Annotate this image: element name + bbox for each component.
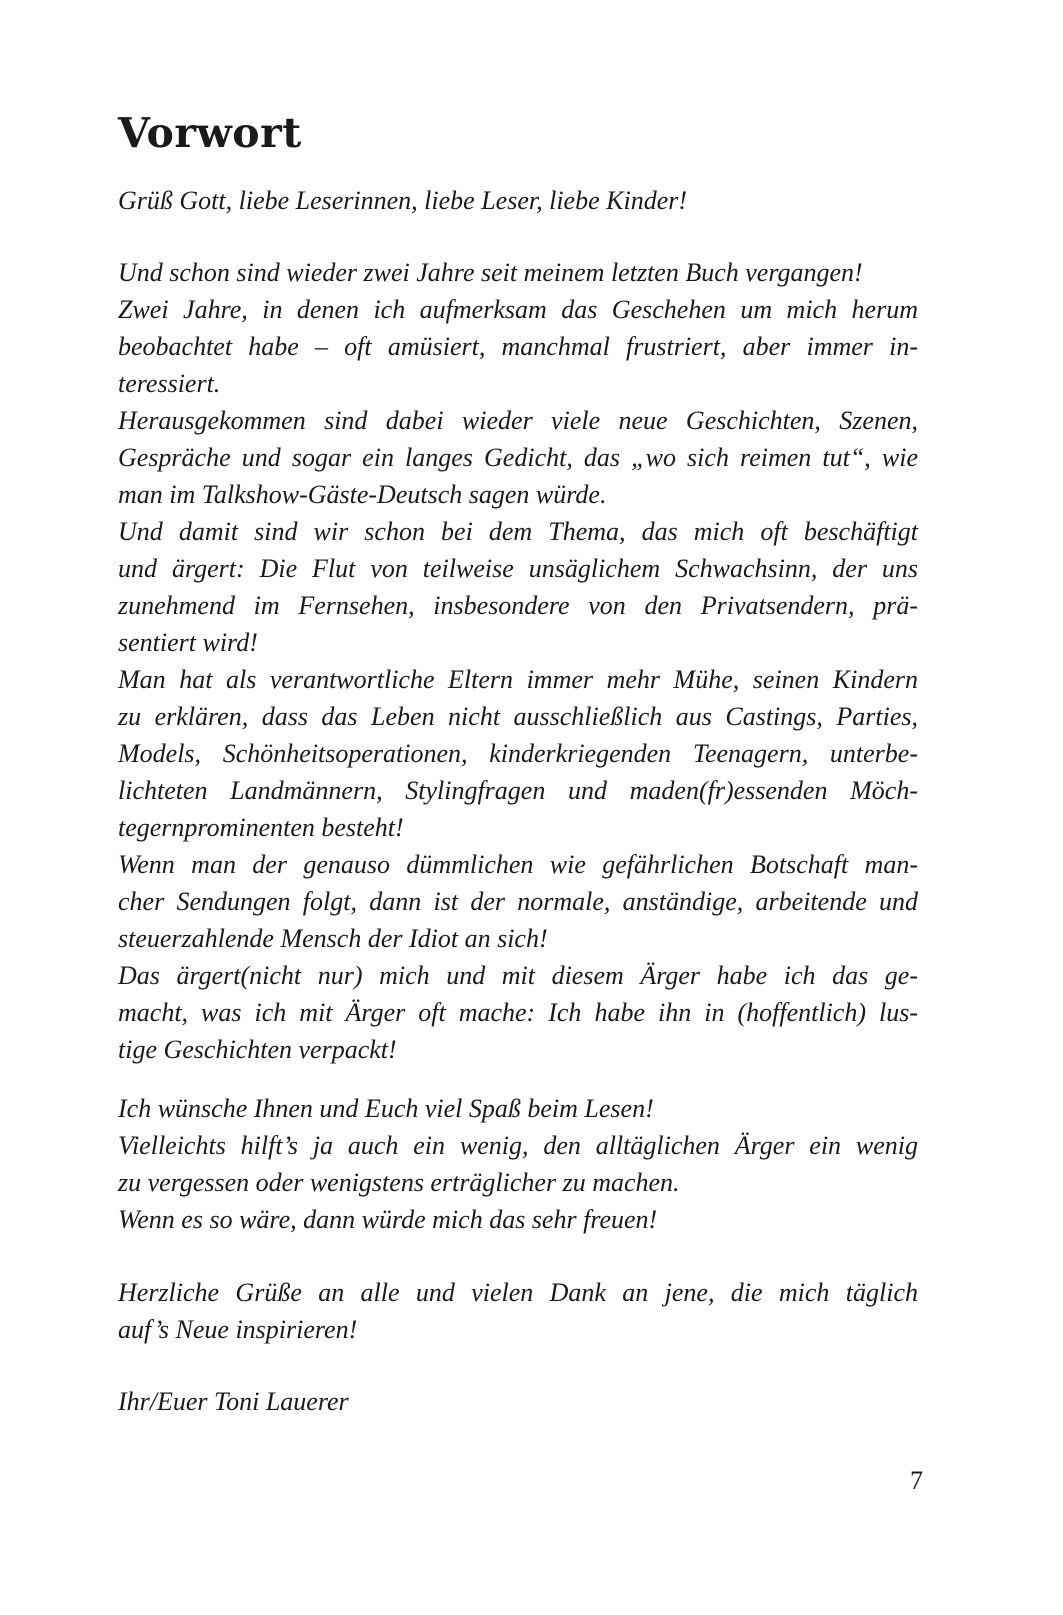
text-line: Herausgekommen sind dabei wieder viele neue Geschichten, Szenen,	[118, 406, 918, 435]
page-title: Vorwort	[118, 109, 302, 157]
text-line: macht, was ich mit Ärger oft mache: Ich habe ihn in (hoffentlich) lus-	[118, 998, 918, 1027]
text-line: Vielleichts hilft’s ja auch ein wenig, den alltäglichen Ärger ein wenig	[118, 1131, 918, 1160]
text-line: sentiert wird!	[118, 628, 258, 657]
text-line: Man hat als verantwortliche Eltern immer mehr Mühe, seinen Kindern	[118, 665, 918, 694]
text-line: tige Geschichten verpackt!	[118, 1035, 397, 1064]
text-line: beobachtet habe – oft amüsiert, manchmal frustriert, aber immer in-	[118, 332, 918, 361]
text-line: Wenn man der genauso dümmlichen wie gefährlichen Botschaft man-	[118, 850, 918, 879]
text-line: Models, Schönheitsoperationen, kinderkriegenden Teenagern, unterbe-	[118, 739, 918, 768]
text-line: cher Sendungen folgt, dann ist der normale, anständige, arbeitende und	[118, 887, 918, 916]
text-line: Gespräche und sogar ein langes Gedicht, das „wo sich reimen tut“, wie	[118, 443, 918, 472]
page-number: 7	[910, 1466, 923, 1495]
text-line: lichteten Landmännern, Stylingfragen und maden(fr)essenden Möch-	[118, 776, 918, 805]
text-line: man im Talkshow-Gäste-Deutsch sagen würde.	[118, 480, 607, 509]
text-line: steuerzahlende Mensch der Idiot an sich!	[118, 924, 548, 953]
text-line: zu vergessen oder wenigstens erträglicher zu machen.	[118, 1168, 680, 1197]
text-line: zunehmend im Fernsehen, insbesondere von den Privatsendern, prä-	[118, 591, 918, 620]
text-line: und ärgert: Die Flut von teilweise unsäglichem Schwachsinn, der uns	[118, 554, 918, 583]
text-line: Herzliche Grüße an alle und vielen Dank an jene, die mich täglich	[118, 1278, 918, 1307]
text-line: Wenn es so wäre, dann würde mich das sehr freuen!	[118, 1205, 658, 1234]
signature: Ihr/Euer Toni Lauerer	[118, 1387, 349, 1416]
text-line: tegernprominenten besteht!	[118, 813, 404, 842]
text-line: Ich wünsche Ihnen und Euch viel Spaß beim Lesen!	[118, 1094, 654, 1123]
text-line: zu erklären, dass das Leben nicht ausschließlich aus Castings, Parties,	[118, 702, 918, 731]
text-line: auf’s Neue inspirieren!	[118, 1315, 358, 1344]
text-line: Das ärgert(nicht nur) mich und mit diesem Ärger habe ich das ge-	[118, 961, 918, 990]
text-line: Und damit sind wir schon bei dem Thema, das mich oft beschäftigt	[118, 517, 918, 546]
text-line: teressiert.	[118, 369, 221, 398]
text-line: Und schon sind wieder zwei Jahre seit meinem letzten Buch vergangen!	[118, 258, 863, 287]
greeting-line: Grüß Gott, liebe Leserinnen, liebe Leser, liebe Kinder!	[118, 186, 688, 215]
text-line: Zwei Jahre, in denen ich aufmerksam das Geschehen um mich herum	[118, 295, 918, 324]
